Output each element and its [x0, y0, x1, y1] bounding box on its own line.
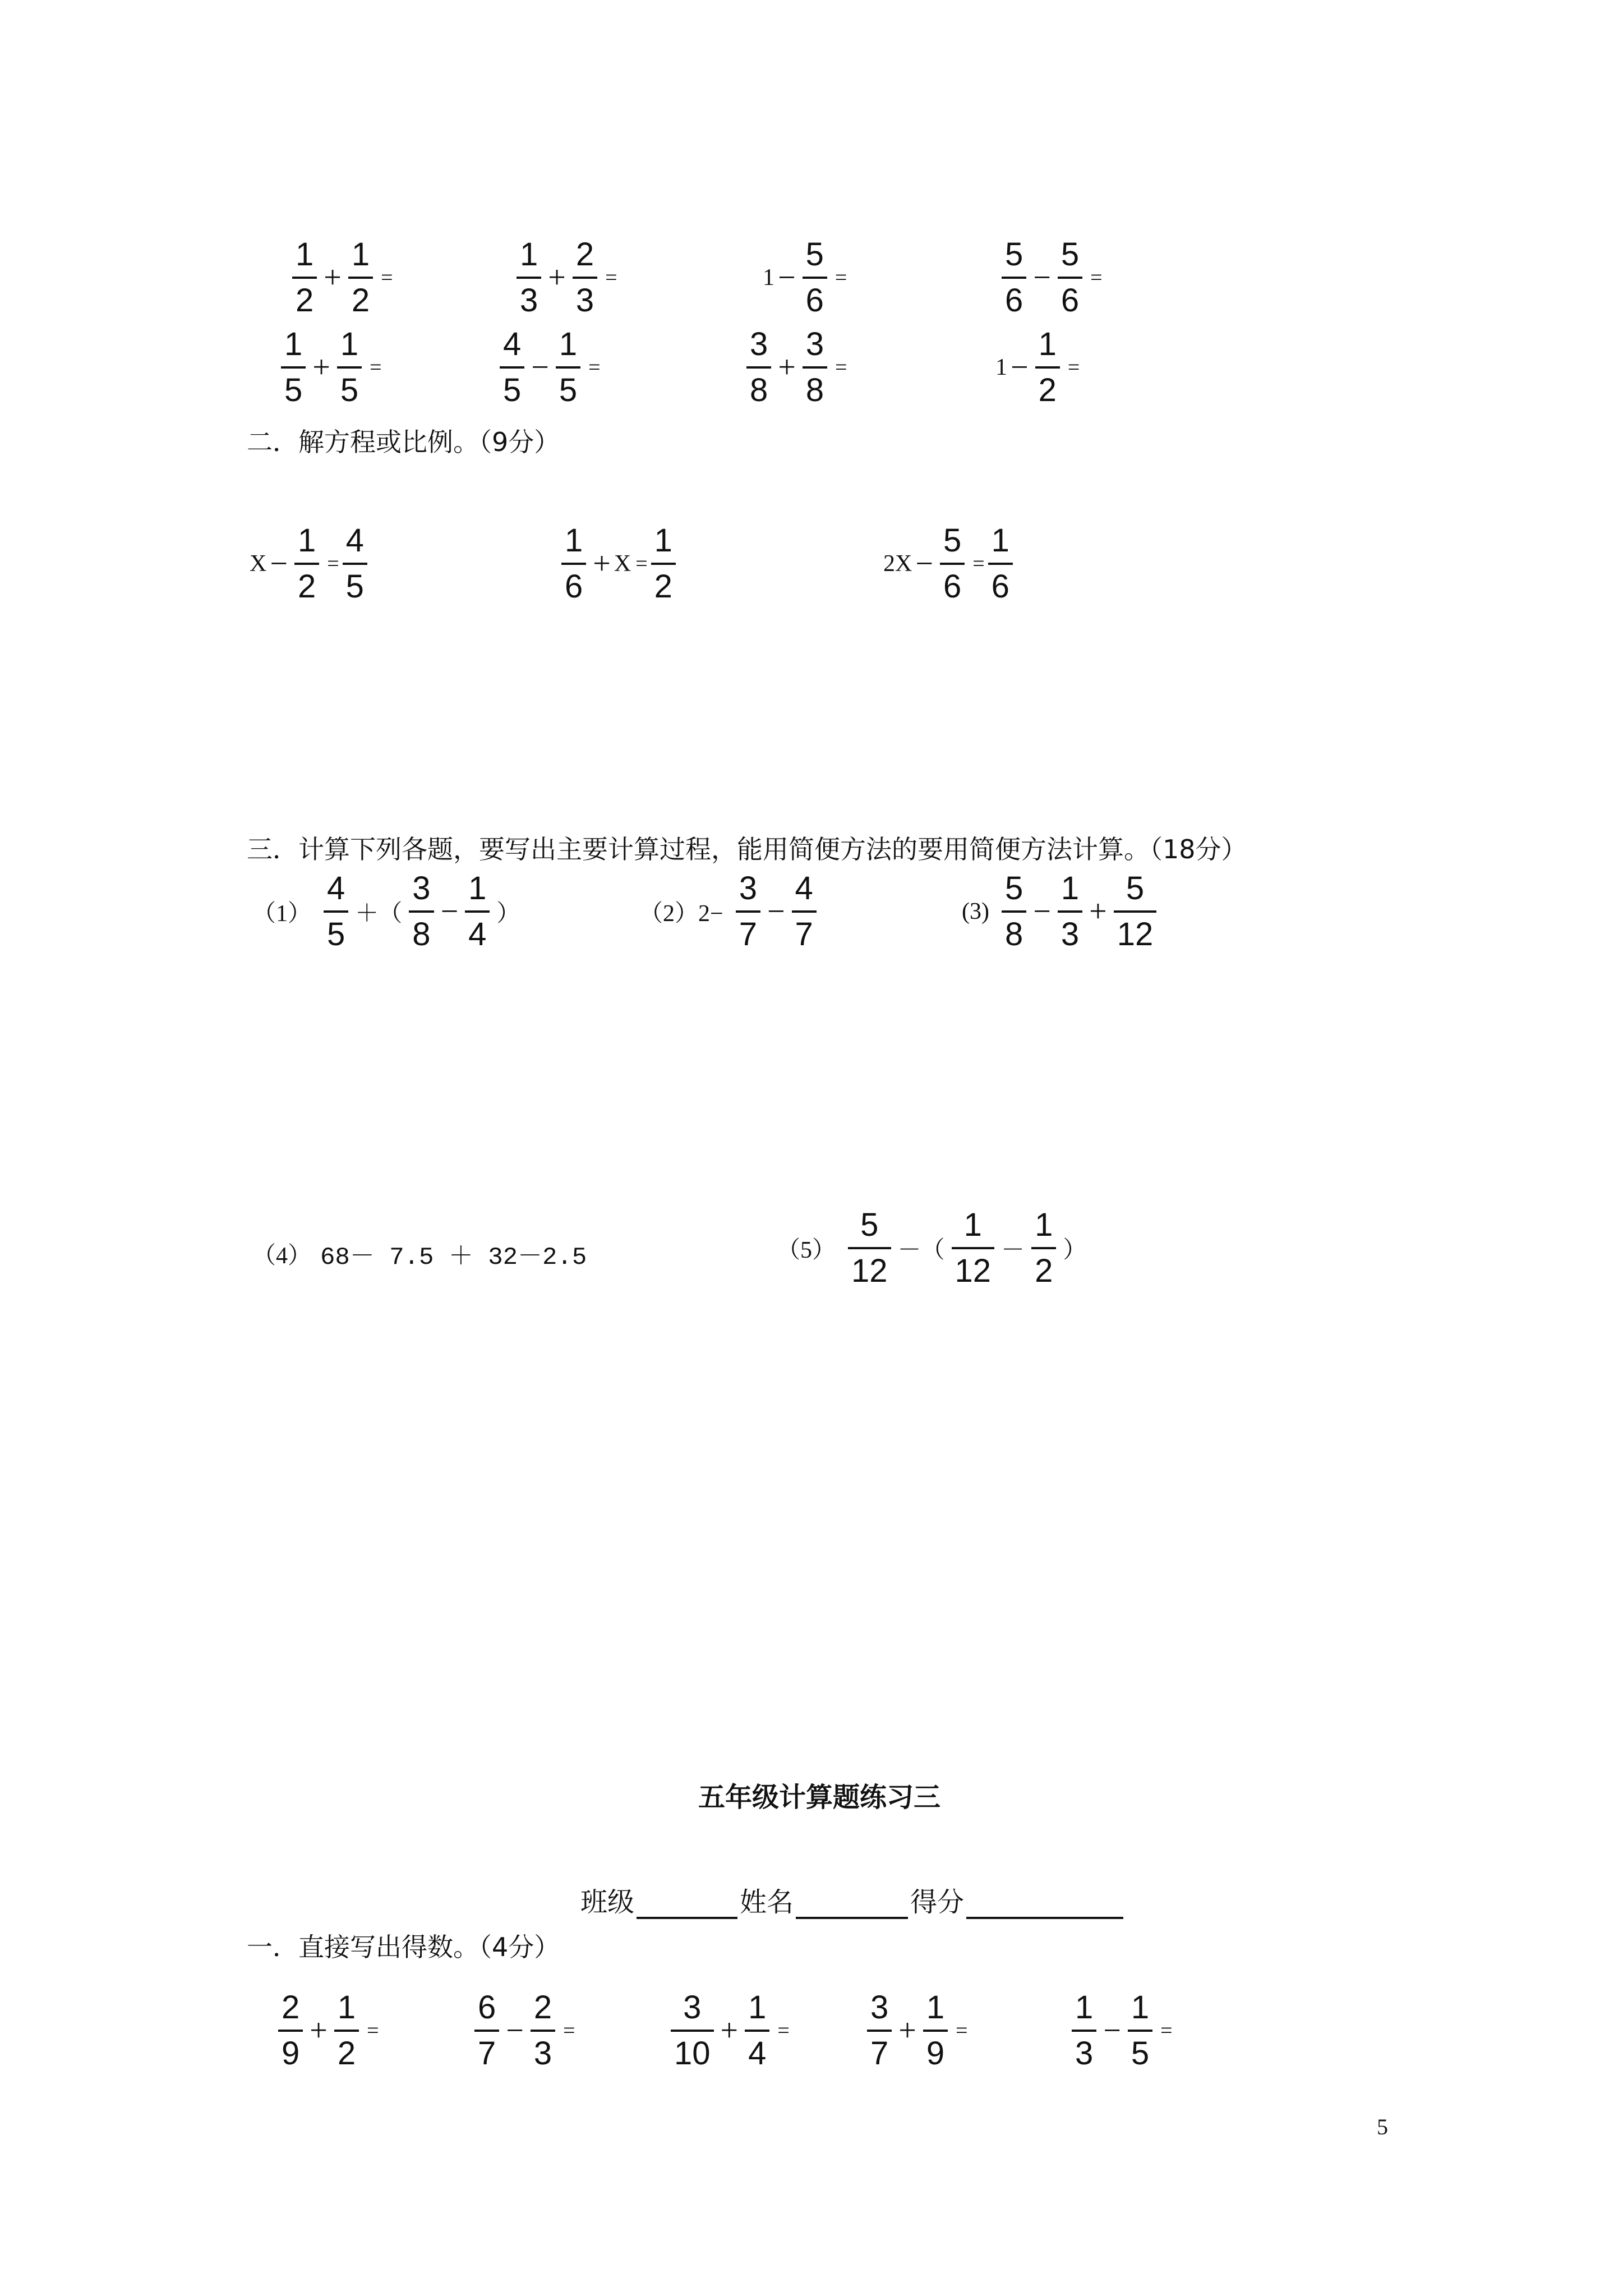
- problem-6: $\frac{4}{5}$ − $\frac{1}{5}$ =: [496, 328, 601, 407]
- fraction: $\frac{5}{6}$: [803, 238, 827, 317]
- fraction: $\frac{1}{5}$: [337, 328, 362, 407]
- fraction: $\frac{4}{5}$: [343, 524, 367, 603]
- fraction: $\frac{1}{3}$: [1072, 1991, 1096, 2070]
- fraction: $\frac{3}{7}$: [867, 1991, 892, 2070]
- fraction: $\frac{4}{5}$: [324, 872, 348, 951]
- worksheet3-section-1-heading: 一．直接写出得数。（4分）: [247, 1932, 560, 1962]
- section-2-heading: 二．解方程或比例。（9分）: [247, 427, 560, 457]
- fraction: $\frac{1}{5}$: [281, 328, 306, 407]
- section-3-heading: 三．计算下列各题，要写出主要计算过程，能用简便方法的要用简便方法计算。（18分）: [247, 834, 1247, 864]
- problem-3: 1 − $\frac{5}{6}$ =: [763, 236, 847, 319]
- name-blank[interactable]: [796, 1891, 908, 1919]
- calc-problem-2: （2）2− $\frac{3}{7}$ − $\frac{4}{7}$: [639, 872, 820, 951]
- ws3-problem-4: $\frac{3}{7}$ + $\frac{1}{9}$ =: [864, 1991, 968, 2070]
- ws3-problem-5: $\frac{1}{3}$ − $\frac{1}{5}$ =: [1068, 1991, 1173, 2070]
- fraction: $\frac{1}{2}$: [348, 238, 373, 317]
- fraction: $\frac{1}{6}$: [561, 524, 586, 603]
- fraction: $\frac{1}{2}$: [651, 524, 676, 603]
- page-number: 5: [1377, 2114, 1388, 2139]
- worksheet-title: 五年级计算题练习三: [698, 1782, 941, 1813]
- fraction: $\frac{5}{6}$: [940, 524, 965, 603]
- fraction: $\frac{3}{8}$: [803, 328, 827, 407]
- calc-problem-4: （4） 68－ 7.5 ＋ 32－2.5: [252, 1243, 587, 1272]
- student-info-line: [580, 1880, 1126, 1919]
- ws3-problem-2: $\frac{6}{7}$ − $\frac{2}{3}$ =: [471, 1991, 575, 2070]
- fraction: $\frac{1}{2}$: [334, 1991, 359, 2070]
- fraction: $\frac{1}{12}$: [952, 1209, 995, 1287]
- calc-problem-1: （1） $\frac{4}{5}$ ＋（ $\frac{3}{8}$ − $\frac{1}{4}$ ）: [252, 870, 520, 953]
- fraction: $\frac{1}{4}$: [745, 1991, 769, 2070]
- fraction: $\frac{1}{2}$: [1031, 1209, 1056, 1287]
- fraction: $\frac{1}{3}$: [1058, 872, 1082, 951]
- fraction: $\frac{5}{6}$: [1058, 238, 1082, 317]
- score-label: 得分: [910, 1887, 965, 1918]
- fraction: $\frac{3}{10}$: [671, 1991, 714, 2070]
- score-blank[interactable]: [966, 1891, 1123, 1919]
- fraction: $\frac{1}{2}$: [294, 524, 319, 603]
- fraction: $\frac{5}{8}$: [1002, 872, 1026, 951]
- fraction: $\frac{3}{8}$: [746, 328, 771, 407]
- ws3-problem-1: $\frac{2}{9}$ + $\frac{1}{2}$ =: [275, 1991, 379, 2070]
- problem-4: $\frac{5}{6}$ − $\frac{5}{6}$ =: [998, 238, 1103, 317]
- fraction: $\frac{4}{5}$: [500, 328, 524, 407]
- name-label: 姓名: [740, 1887, 794, 1918]
- fraction: $\frac{3}{8}$: [409, 872, 434, 951]
- fraction: $\frac{4}{7}$: [792, 872, 817, 951]
- fraction: $\frac{1}{2}$: [292, 238, 317, 317]
- fraction: $\frac{1}{6}$: [988, 524, 1013, 603]
- fraction: $\frac{1}{4}$: [465, 872, 490, 951]
- class-blank[interactable]: [637, 1891, 737, 1919]
- problem-1: $\frac{1}{2}$ + $\frac{1}{2}$ =: [289, 238, 393, 317]
- fraction: $\frac{1}{3}$: [517, 238, 541, 317]
- problem-2: $\frac{1}{3}$ + $\frac{2}{3}$ =: [513, 238, 617, 317]
- ws3-problem-3: $\frac{3}{10}$ + $\frac{1}{4}$ =: [667, 1991, 790, 2070]
- fraction: $\frac{5}{12}$: [1114, 872, 1157, 951]
- equation-2: $\frac{1}{6}$ + X = $\frac{1}{2}$: [558, 524, 679, 603]
- fraction: $\frac{3}{7}$: [736, 872, 760, 951]
- problem-7: $\frac{3}{8}$ + $\frac{3}{8}$ =: [743, 328, 847, 407]
- fraction: $\frac{5}{12}$: [848, 1209, 891, 1287]
- fraction: $\frac{6}{7}$: [474, 1991, 499, 2070]
- fraction: $\frac{1}{5}$: [1128, 1991, 1152, 2070]
- fraction: $\frac{2}{3}$: [573, 238, 597, 317]
- problem-8: 1 − $\frac{1}{2}$ =: [995, 326, 1080, 408]
- problem-5: $\frac{1}{5}$ + $\frac{1}{5}$ =: [278, 328, 382, 407]
- fraction: $\frac{2}{3}$: [531, 1991, 555, 2070]
- class-label: 班级: [580, 1887, 635, 1918]
- fraction: $\frac{1}{2}$: [1035, 328, 1060, 407]
- calc-problem-5: （5） $\frac{5}{12}$ －（ $\frac{1}{12}$ － $\frac{1}{2}$ ）: [777, 1207, 1087, 1289]
- calc-problem-3: (3) $\frac{5}{8}$ − $\frac{1}{3}$ + $\frac{5}{12}$: [962, 872, 1160, 951]
- equation-3: 2X − $\frac{5}{6}$ = $\frac{1}{6}$: [883, 524, 1016, 603]
- fraction: $\frac{2}{9}$: [278, 1991, 303, 2070]
- fraction: $\frac{1}{9}$: [923, 1991, 948, 2070]
- equation-1: X − $\frac{1}{2}$ = $\frac{4}{5}$: [250, 524, 371, 603]
- fraction: $\frac{1}{5}$: [556, 328, 580, 407]
- fraction: $\frac{5}{6}$: [1002, 238, 1026, 317]
